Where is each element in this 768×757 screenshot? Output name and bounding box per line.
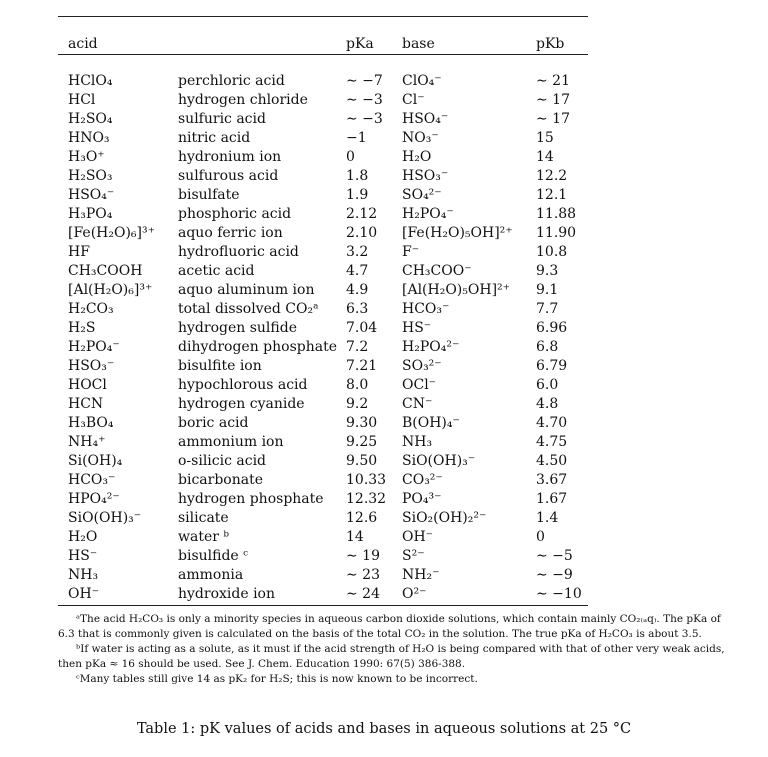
acid-formula: CH₃COOH	[68, 263, 143, 279]
pka-value: 1.9	[346, 187, 369, 203]
acid-name: silicate	[178, 510, 229, 526]
acid-formula: H₂SO₄	[68, 111, 113, 127]
table-caption: Table 1: pK values of acids and bases in aqueous solutions at 25 °C	[136, 721, 632, 737]
pkb-value: ∼ 21	[536, 73, 570, 89]
pkb-value: 12.1	[536, 187, 568, 203]
pkb-value: 4.50	[536, 453, 568, 469]
base-formula: CH₃COO⁻	[402, 263, 472, 279]
header-acid: acid	[68, 36, 98, 52]
acid-formula: [Fe(H₂O)₆]³⁺	[68, 225, 155, 241]
base-formula: SiO₂(OH)₂²⁻	[402, 510, 487, 526]
pkb-value: 15	[536, 130, 554, 146]
acid-name: hydrogen phosphate	[178, 491, 324, 507]
acid-name: aquo ferric ion	[178, 225, 283, 241]
pkb-value: ∼ 17	[536, 111, 570, 127]
bottom-rule	[58, 605, 588, 606]
base-formula: HS⁻	[402, 320, 432, 336]
table-row	[0, 148, 768, 167]
table-row	[0, 319, 768, 338]
base-formula: NH₂⁻	[402, 567, 440, 583]
pka-value: 7.04	[346, 320, 378, 336]
pka-value: ∼ −3	[346, 111, 383, 127]
acid-formula: H₃O⁺	[68, 149, 105, 165]
acid-formula: HOCl	[68, 377, 107, 393]
pkb-value: 4.70	[536, 415, 568, 431]
acid-name: phosphoric acid	[178, 206, 292, 222]
acid-name: hydroxide ion	[178, 586, 276, 602]
table-row	[0, 129, 768, 148]
acid-name: dihydrogen phosphate	[178, 339, 337, 355]
acid-formula: HCO₃⁻	[68, 472, 116, 488]
pkb-value: 7.7	[536, 301, 559, 317]
pka-value: 9.50	[346, 453, 378, 469]
pkb-value: ∼ 17	[536, 92, 570, 108]
acid-formula: OH⁻	[68, 586, 100, 602]
acid-name: sulfuric acid	[178, 111, 266, 127]
table-row	[0, 395, 768, 414]
acid-formula: SiO(OH)₃⁻	[68, 510, 142, 526]
pka-value: 6.3	[346, 301, 369, 317]
table-row	[0, 281, 768, 300]
acid-name: o-silicic acid	[178, 453, 267, 469]
pka-value: ∼ −7	[346, 73, 383, 89]
pkb-value: ∼ −9	[536, 567, 573, 583]
base-formula: ClO₄⁻	[402, 73, 442, 89]
pka-value: 9.30	[346, 415, 378, 431]
table-row	[0, 338, 768, 357]
acid-name: hypochlorous acid	[178, 377, 308, 393]
acid-name: bisulfide ᶜ	[178, 548, 248, 564]
table-row	[0, 224, 768, 243]
pkb-value: 0	[536, 529, 545, 545]
acid-name: hydrogen cyanide	[178, 396, 305, 412]
base-formula: F⁻	[402, 244, 420, 260]
base-formula: SiO(OH)₃⁻	[402, 453, 476, 469]
base-formula: B(OH)₄⁻	[402, 415, 460, 431]
table-row	[0, 357, 768, 376]
acid-formula: H₂S	[68, 320, 96, 336]
acid-formula: HCl	[68, 92, 96, 108]
pka-value: 8.0	[346, 377, 369, 393]
table-row	[0, 414, 768, 433]
table-row	[0, 167, 768, 186]
base-formula: SO₃²⁻	[402, 358, 442, 374]
acid-name: perchloric acid	[178, 73, 285, 89]
table-row	[0, 452, 768, 471]
header-base: base	[402, 36, 435, 52]
base-formula: PO₄³⁻	[402, 491, 442, 507]
base-formula: Cl⁻	[402, 92, 425, 108]
table-row	[0, 547, 768, 566]
acid-formula: [Al(H₂O)₆]³⁺	[68, 282, 153, 298]
base-formula: NH₃	[402, 434, 433, 450]
acid-formula: H₃PO₄	[68, 206, 113, 222]
pkb-value: ∼ −10	[536, 586, 582, 602]
pkb-value: 9.3	[536, 263, 559, 279]
pkb-value: 1.67	[536, 491, 568, 507]
acid-name: ammonium ion	[178, 434, 284, 450]
acid-formula: HClO₄	[68, 73, 113, 89]
pkb-value: 6.8	[536, 339, 559, 355]
footnote-c: ᶜMany tables still give 14 as pK₂ for H₂S; this is now known to be incorrect.	[76, 673, 478, 685]
table-row	[0, 509, 768, 528]
acid-formula: HSO₄⁻	[68, 187, 115, 203]
base-formula: CO₃²⁻	[402, 472, 443, 488]
base-formula: HSO₃⁻	[402, 168, 449, 184]
acid-name: ammonia	[178, 567, 244, 583]
pkb-value: 6.96	[536, 320, 568, 336]
acid-formula: Si(OH)₄	[68, 453, 123, 469]
header-pkb: pKb	[536, 36, 565, 52]
acid-formula: NH₃	[68, 567, 99, 583]
pka-value: 9.25	[346, 434, 378, 450]
acid-formula: HPO₄²⁻	[68, 491, 120, 507]
acid-formula: H₂PO₄⁻	[68, 339, 120, 355]
acid-name: nitric acid	[178, 130, 251, 146]
pkb-value: 11.88	[536, 206, 577, 222]
pkb-value: 4.75	[536, 434, 568, 450]
base-formula: HCO₃⁻	[402, 301, 450, 317]
top-rule	[58, 16, 588, 17]
acid-formula: H₂CO₃	[68, 301, 114, 317]
table-row	[0, 91, 768, 110]
pkb-value: 14	[536, 149, 554, 165]
acid-name: bisulfate	[178, 187, 240, 203]
table-row	[0, 566, 768, 585]
base-formula: O²⁻	[402, 586, 427, 602]
pka-value: 0	[346, 149, 355, 165]
pka-value: 4.9	[346, 282, 369, 298]
table-row	[0, 110, 768, 129]
base-formula: CN⁻	[402, 396, 433, 412]
acid-formula: H₂SO₃	[68, 168, 113, 184]
pka-value: 12.32	[346, 491, 387, 507]
acid-name: aquo aluminum ion	[178, 282, 315, 298]
footnote-b: ᵇIf water is acting as a solute, as it must if the acid strength of H₂O is being compared with that of other very weak acids, then pKa ≈ 16 should be used. See J. Chem. Education 1990: 67(5) 386-388.	[58, 643, 725, 670]
pka-value: 3.2	[346, 244, 369, 260]
acid-formula: HSO₃⁻	[68, 358, 115, 374]
base-formula: HSO₄⁻	[402, 111, 449, 127]
pkb-value: 6.0	[536, 377, 559, 393]
table-row	[0, 471, 768, 490]
footnotes	[58, 612, 738, 687]
pka-value: ∼ −3	[346, 92, 383, 108]
table-row	[0, 243, 768, 262]
footnote-a: ᵃThe acid H₂CO₃ is only a minority species in aqueous carbon dioxide solutions, which contain mainly CO₂₍ₐq₎. The pKa of 6.3 that is commonly given is calculated on the basis of the total CO₂ in the solution. The true pKa of H₂CO₃ is about 3.5.	[58, 613, 721, 640]
pka-value: 7.21	[346, 358, 378, 374]
pka-value: 2.10	[346, 225, 378, 241]
acid-formula: H₃BO₄	[68, 415, 114, 431]
pka-value: ∼ 19	[346, 548, 380, 564]
acid-name: bicarbonate	[178, 472, 263, 488]
acid-formula: HNO₃	[68, 130, 110, 146]
pkb-value: 6.79	[536, 358, 568, 374]
pkb-value: 10.8	[536, 244, 568, 260]
table-row	[0, 376, 768, 395]
acid-name: boric acid	[178, 415, 249, 431]
acid-name: hydronium ion	[178, 149, 282, 165]
pkb-value: 1.4	[536, 510, 559, 526]
table-row	[0, 528, 768, 547]
base-formula: [Fe(H₂O)₅OH]²⁺	[402, 225, 513, 241]
table-row	[0, 490, 768, 509]
pka-value: 1.8	[346, 168, 369, 184]
base-formula: H₂PO₄²⁻	[402, 339, 460, 355]
pkb-value: ∼ −5	[536, 548, 573, 564]
acid-formula: HCN	[68, 396, 104, 412]
pka-value: 2.12	[346, 206, 378, 222]
pka-value: 14	[346, 529, 364, 545]
pkb-value: 11.90	[536, 225, 577, 241]
acid-name: total dissolved CO₂ᵃ	[178, 301, 319, 317]
pka-value: 10.33	[346, 472, 387, 488]
table-row	[0, 72, 768, 91]
header-pka: pKa	[346, 36, 374, 52]
pka-value: 7.2	[346, 339, 369, 355]
header-rule	[58, 54, 588, 55]
table-row	[0, 585, 768, 604]
table-row	[0, 300, 768, 319]
table-row	[0, 205, 768, 224]
table-row	[0, 433, 768, 452]
acid-formula: HF	[68, 244, 90, 260]
base-formula: SO₄²⁻	[402, 187, 442, 203]
base-formula: S²⁻	[402, 548, 425, 564]
acid-name: acetic acid	[178, 263, 255, 279]
acid-name: hydrogen chloride	[178, 92, 308, 108]
base-formula: H₂O	[402, 149, 432, 165]
acid-name: water ᵇ	[178, 529, 229, 545]
pkb-value: 9.1	[536, 282, 559, 298]
acid-formula: HS⁻	[68, 548, 98, 564]
table-row	[0, 186, 768, 205]
pka-value: ∼ 24	[346, 586, 380, 602]
pkb-value: 4.8	[536, 396, 559, 412]
pka-value: 9.2	[346, 396, 369, 412]
pka-value: ∼ 23	[346, 567, 380, 583]
acid-formula: H₂O	[68, 529, 98, 545]
base-formula: OH⁻	[402, 529, 434, 545]
base-formula: H₂PO₄⁻	[402, 206, 454, 222]
acid-name: hydrofluoric acid	[178, 244, 299, 260]
pkb-value: 3.67	[536, 472, 568, 488]
acid-formula: NH₄⁺	[68, 434, 106, 450]
base-formula: OCl⁻	[402, 377, 437, 393]
pka-value: −1	[346, 130, 367, 146]
pka-value: 12.6	[346, 510, 378, 526]
base-formula: NO₃⁻	[402, 130, 439, 146]
table-row	[0, 262, 768, 281]
pka-value: 4.7	[346, 263, 369, 279]
acid-name: bisulfite ion	[178, 358, 262, 374]
acid-name: sulfurous acid	[178, 168, 279, 184]
pkb-value: 12.2	[536, 168, 568, 184]
base-formula: [Al(H₂O)₅OH]²⁺	[402, 282, 511, 298]
acid-name: hydrogen sulfide	[178, 320, 297, 336]
